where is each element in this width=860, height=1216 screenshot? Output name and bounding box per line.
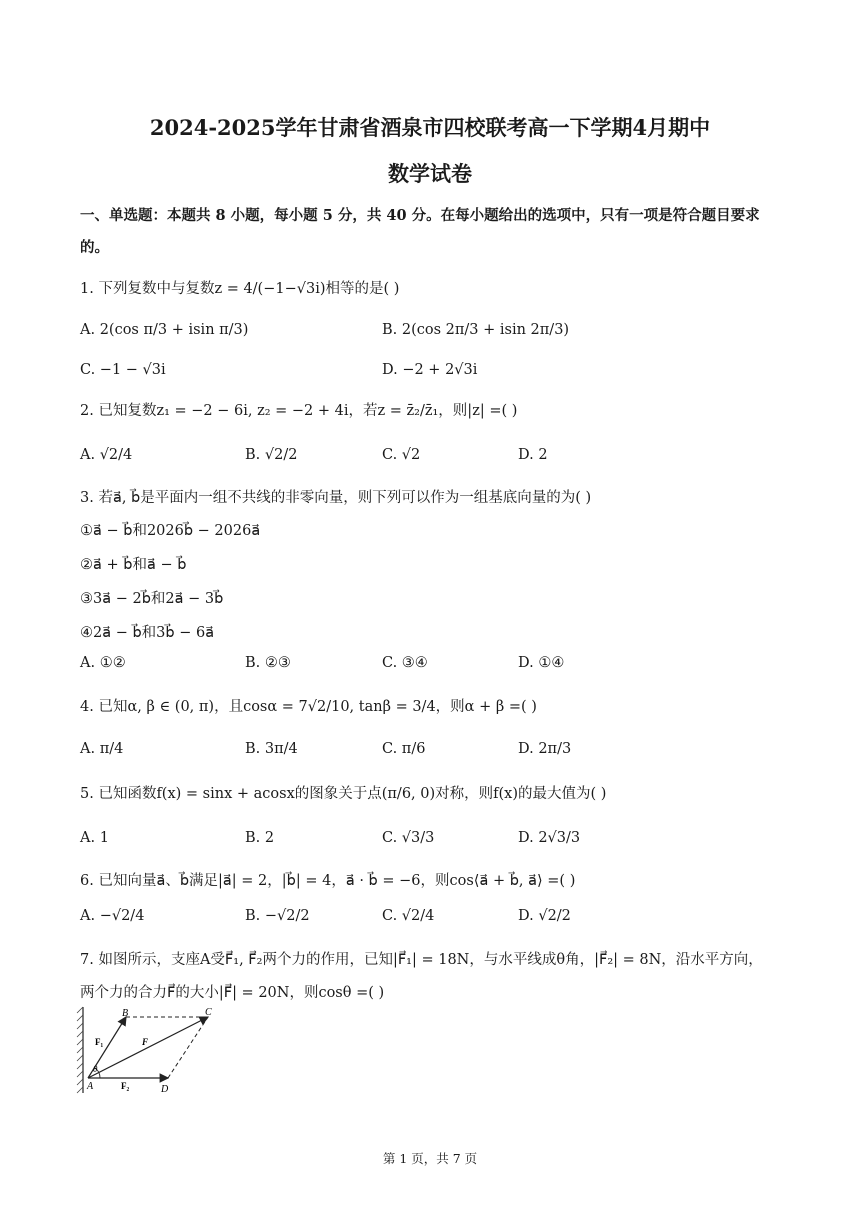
label-f2: F₂ [121,1081,130,1091]
section-heading-line1: 一、单选题：本题共 8 小题，每小题 5 分，共 40 分。在每小题给出的选项中，只有一项是符合题目要求 [80,207,760,224]
f-resultant-vector [88,1017,208,1078]
q3-item-4: ④2a⃗ − b⃗和3b⃗ − 6a⃗ [80,625,215,641]
q3-option-a: A. ①② [80,655,126,671]
q5-option-b: B. 2 [245,830,275,846]
q5-option-d: D. 2√3/3 [518,830,581,846]
label-f: F [142,1037,149,1047]
q6-option-c: C. √2/4 [382,908,435,924]
label-a: A [87,1081,94,1092]
q6-stem: 6. 已知向量a⃗、b⃗满足|a⃗| = 2，|b⃗| = 4，a⃗ · b⃗ = −6，则cos⟨a⃗ + b⃗, a⃗⟩ =( ) [80,873,576,889]
q2-option-d: D. 2 [518,447,548,463]
q4-option-d: D. 2π/3 [518,741,572,757]
label-theta: θ [93,1064,98,1074]
q1-option-a: A. 2(cos π/3 + isin π/3) [80,322,249,338]
q4-option-c: C. π/6 [382,741,426,757]
q6-option-d: D. √2/2 [518,908,571,924]
label-b: B [122,1008,129,1019]
q3-stem: 3. 若a⃗, b⃗是平面内一组不共线的非零向量，则下列可以作为一组基底向量的为( ) [80,490,592,506]
q6-option-a: A. −√2/4 [80,908,145,924]
q2-option-c: C. √2 [382,447,421,463]
q6-option-b: B. −√2/2 [245,908,310,924]
label-c: C [205,1007,212,1018]
q3-item-3: ③3a⃗ − 2b⃗和2a⃗ − 3b⃗ [80,591,224,607]
q1-option-b: B. 2(cos 2π/3 + isin 2π/3) [382,322,570,338]
q4-option-a: A. π/4 [80,741,124,757]
page-footer: 第 1 页，共 7 页 [382,1151,478,1166]
q5-option-c: C. √3/3 [382,830,435,846]
dashed-dc [168,1017,208,1078]
q2-stem: 2. 已知复数z₁ = −2 − 6i, z₂ = −2 + 4i，若z = z̄₂/z̄₁，则|z| =( ) [80,403,518,419]
q4-option-b: B. 3π/4 [245,741,298,757]
q5-option-a: A. 1 [80,830,109,846]
q3-option-c: C. ③④ [382,655,428,671]
label-f1: F₁ [95,1037,104,1047]
section-heading-line2: 的。 [80,239,109,256]
force-diagram [74,1005,234,1097]
q2-option-b: B. √2/2 [245,447,298,463]
wall-hatching [77,1007,83,1093]
q1-stem: 1. 下列复数中与复数z = 4/(−1−√3i)相等的是( ) [80,281,400,297]
q7-stem-line2: 两个力的合力F⃗的大小|F⃗| = 20N，则cosθ =( ) [80,985,385,1001]
q3-item-2: ②a⃗ + b⃗和a⃗ − b⃗ [80,557,187,573]
exam-title-line2: 数学试卷 [388,161,472,186]
q1-option-d: D. −2 + 2√3i [382,362,478,378]
q3-option-b: B. ②③ [245,655,291,671]
label-d: D [161,1084,169,1095]
q4-stem: 4. 已知α, β ∈ (0, π)，且cosα = 7√2/10, tanβ = 3/4，则α + β =( ) [80,699,537,715]
q7-stem-line1: 7. 如图所示，支座A受F⃗₁, F⃗₂两个力的作用，已知|F⃗₁| = 18N，与水平线成θ角，|F⃗₂| = 8N，沿水平方向， [80,952,763,968]
q5-stem: 5. 已知函数f(x) = sinx + acosx的图象关于点(π/6, 0)对称，则f(x)的最大值为( ) [80,786,607,802]
q3-option-d: D. ①④ [518,655,565,671]
exam-title-line1: 2024-2025学年甘肃省酒泉市四校联考高一下学期4月期中 [149,115,711,140]
q3-item-1: ①a⃗ − b⃗和2026b⃗ − 2026a⃗ [80,523,261,539]
q2-option-a: A. √2/4 [80,447,133,463]
q1-option-c: C. −1 − √3i [80,362,166,378]
